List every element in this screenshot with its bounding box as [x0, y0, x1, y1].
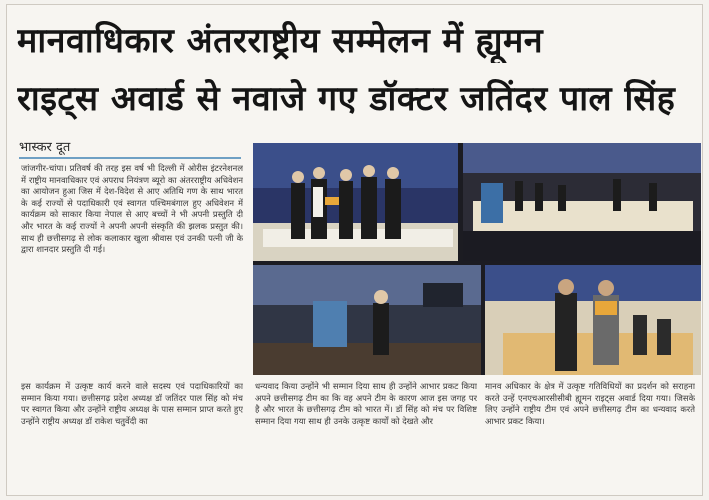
photo-collage-icon — [253, 143, 701, 375]
newspaper-clipping — [6, 4, 703, 496]
article-body-column-3: मानव अधिकार के क्षेत्र में उत्कृष्ट गतिविधियों का प्रदर्शन को सराहना करते उन्हें एनएचआरसीसीबी ह्यूमन राइट्स अवार्ड दिया गया। जिसके लिए उन्होंने राष्ट्रीय टीम एवं अपने छत्तीसगढ़ टीम का धन्यवाद करते आभार प्रकट किया। — [485, 381, 695, 426]
article-body-intro: जांजगीर-चांपा। प्रतिवर्ष की तरह इस वर्ष भी दिल्ली में ओरीस इंटरनेशनल में राष्ट्रीय मानवाधिकार एवं अपराध नियंत्रण ब्यूरो का अंतरराष्ट्रीय अधिवेशन का आयोजन हुआ जिस में देश-विदेश से आए अतिथि गण के साथ भारत के कई राज्यों से पदाधिकारी एवं स्वागत पश्चिमबंगाल हुए अधिवेशन में कार्यक्रम को साकार किया नेपाल से आए बच्चों ने भी अपनी प्रस्तुति दी और भारत के कई राज्यों ने अपनी अपनी संस्कृति की झलक प्रस्तुत की। साथ ही छत्तीसगढ़ से लोक कलाकार खुला श्रीवास एवं उनकी पत्नी जी के द्वारा शानदार प्रस्तुति दी गई। — [21, 163, 243, 255]
article-body-column-1: इस कार्यक्रम में उत्कृष्ट कार्य करने वाले सदस्य एवं पदाधिकारियों का सम्मान किया गया। छत्तीसगढ़ प्रदेश अध्यक्ष डॉ जतिंदर पाल सिंह को मंच पर स्वागत किया और उन्होंने राष्ट्रीय अध्यक्ष के पास सम्मान प्राप्त करते हुए उन्होंने राष्ट्रीय अध्यक्ष डॉ राकेश चतुर्वेदी का — [21, 381, 243, 426]
award-ceremony-photo — [253, 143, 701, 375]
headline-line-1: मानवाधिकार अंतरराष्ट्रीय सम्मेलन में ह्यूमन — [17, 21, 544, 61]
article-body-column-2: धन्यवाद किया उन्होंने भी सम्मान दिया साथ ही उन्होंने आभार प्रकट किया अपने छत्तीसगढ़ टीम का कि वह अपने टीम के कारण आज इस जगह पर है और भारत के छत्तीसगढ़ टीम को भारत में। डॉ सिंह को मंच पर विशिष्ट सम्मान दिया गया साथ ही उनके उत्कृष्ट कार्यों को देखते और — [255, 381, 477, 426]
byline: भास्कर दूत — [19, 137, 241, 159]
headline-line-2: राइट्स अवार्ड से नवाजे गए डॉक्टर जतिंदर पाल सिंह — [17, 79, 676, 119]
